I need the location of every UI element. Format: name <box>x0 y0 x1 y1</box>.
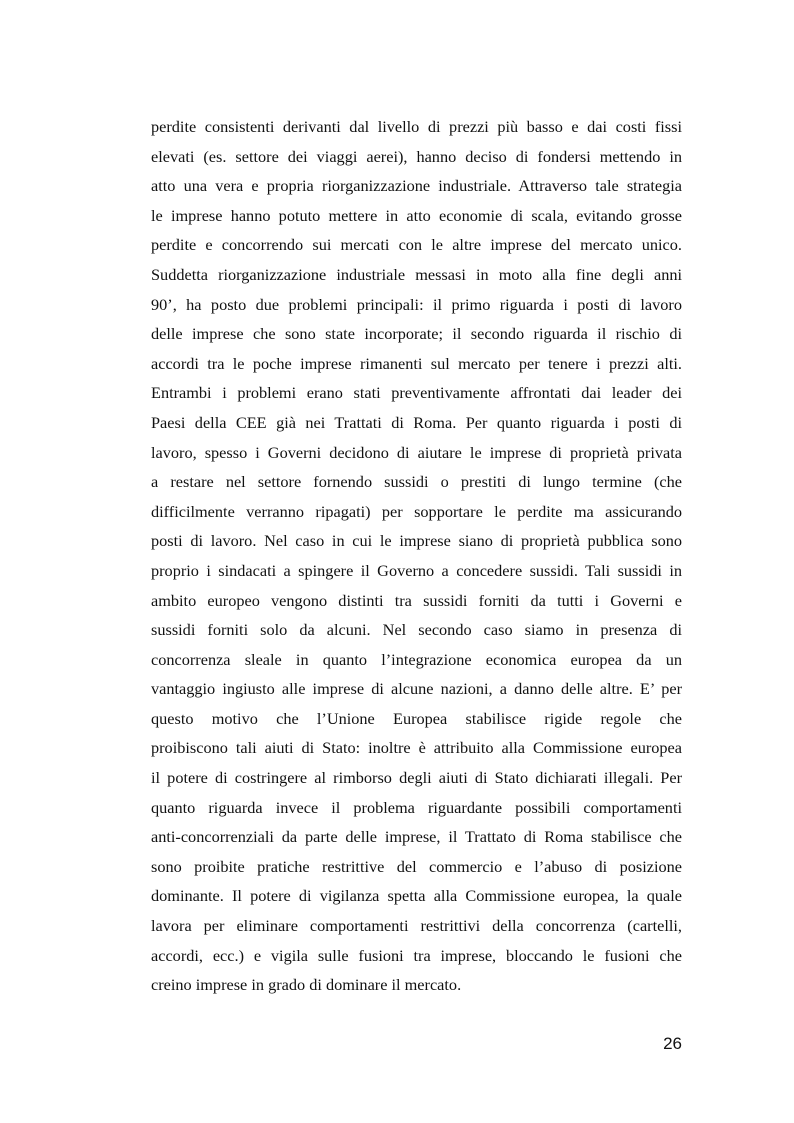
text-line: accordi tra le poche imprese rimanenti sul mercato per tenere i prezzi alti. <box>151 353 682 373</box>
text-line: lavora per eliminare comportamenti restrittivi della concorrenza (cartelli, <box>151 916 682 936</box>
text-line: lavoro, spesso i Governi decidono di aiutare le imprese di proprietà privata <box>151 442 682 462</box>
text-line: posti di lavoro. Nel caso in cui le imprese siano di proprietà pubblica sono <box>151 531 682 551</box>
text-line: perdite consistenti derivanti dal livello di prezzi più basso e dai costi fissi <box>151 117 682 136</box>
text-line: il potere di costringere al rimborso degli aiuti di Stato dichiarati illegali. Per <box>151 768 682 788</box>
text-line: creino imprese in grado di dominare il mercato. <box>151 975 462 995</box>
text-line: questo motivo che l’Unione Europea stabilisce rigide regole che <box>151 708 682 728</box>
text-line: sono proibite pratiche restrittive del commercio e l’abuso di posizione <box>151 856 682 876</box>
text-line: a restare nel settore fornendo sussidi o prestiti di lungo termine (che <box>151 472 682 492</box>
text-line: le imprese hanno potuto mettere in atto economie di scala, evitando grosse <box>151 205 682 225</box>
text-line: ambito europeo vengono distinti tra sussidi forniti da tutti i Governi e <box>151 590 682 610</box>
text-line: Entrambi i problemi erano stati preventivamente affrontati dai leader dei <box>151 383 682 403</box>
text-line: concorrenza sleale in quanto l’integrazione economica europea da un <box>151 649 682 669</box>
text-line: dominante. Il potere di vigilanza spetta alla Commissione europea, la quale <box>151 886 682 906</box>
text-line: quanto riguarda invece il problema riguardante possibili comportamenti <box>151 797 682 817</box>
text-line: accordi, ecc.) e vigila sulle fusioni tra imprese, bloccando le fusioni che <box>151 945 682 965</box>
text-line: sussidi forniti solo da alcuni. Nel secondo caso siamo in presenza di <box>151 620 682 640</box>
text-line: perdite e concorrendo sui mercati con le altre imprese del mercato unico. <box>151 235 682 255</box>
text-line: 90’, ha posto due problemi principali: il primo riguarda i posti di lavoro <box>151 294 682 314</box>
text-line: Paesi della CEE già nei Trattati di Roma. Per quanto riguarda i posti di <box>151 412 682 432</box>
text-line: difficilmente verranno ripagati) per sopportare le perdite ma assicurando <box>151 501 682 521</box>
text-line: vantaggio ingiusto alle imprese di alcune nazioni, a danno delle altre. E’ per <box>151 679 682 699</box>
text-line: Suddetta riorganizzazione industriale messasi in moto alla fine degli anni <box>151 264 682 284</box>
text-line: anti-concorrenziali da parte delle imprese, il Trattato di Roma stabilisce che <box>151 827 682 847</box>
body-paragraph <box>151 112 682 1000</box>
text-line: delle imprese che sono state incorporate; il secondo riguarda il rischio di <box>151 324 682 344</box>
text-line: elevati (es. settore dei viaggi aerei), hanno deciso di fondersi mettendo in <box>151 146 682 166</box>
text-line: proprio i sindacati a spingere il Governo a concedere sussidi. Tali sussidi in <box>151 560 682 580</box>
text-line: proibiscono tali aiuti di Stato: inoltre è attribuito alla Commissione europea <box>151 738 682 758</box>
page-number: 26 <box>663 1034 682 1053</box>
text-line: atto una vera e propria riorganizzazione industriale. Attraverso tale strategia <box>151 176 682 196</box>
